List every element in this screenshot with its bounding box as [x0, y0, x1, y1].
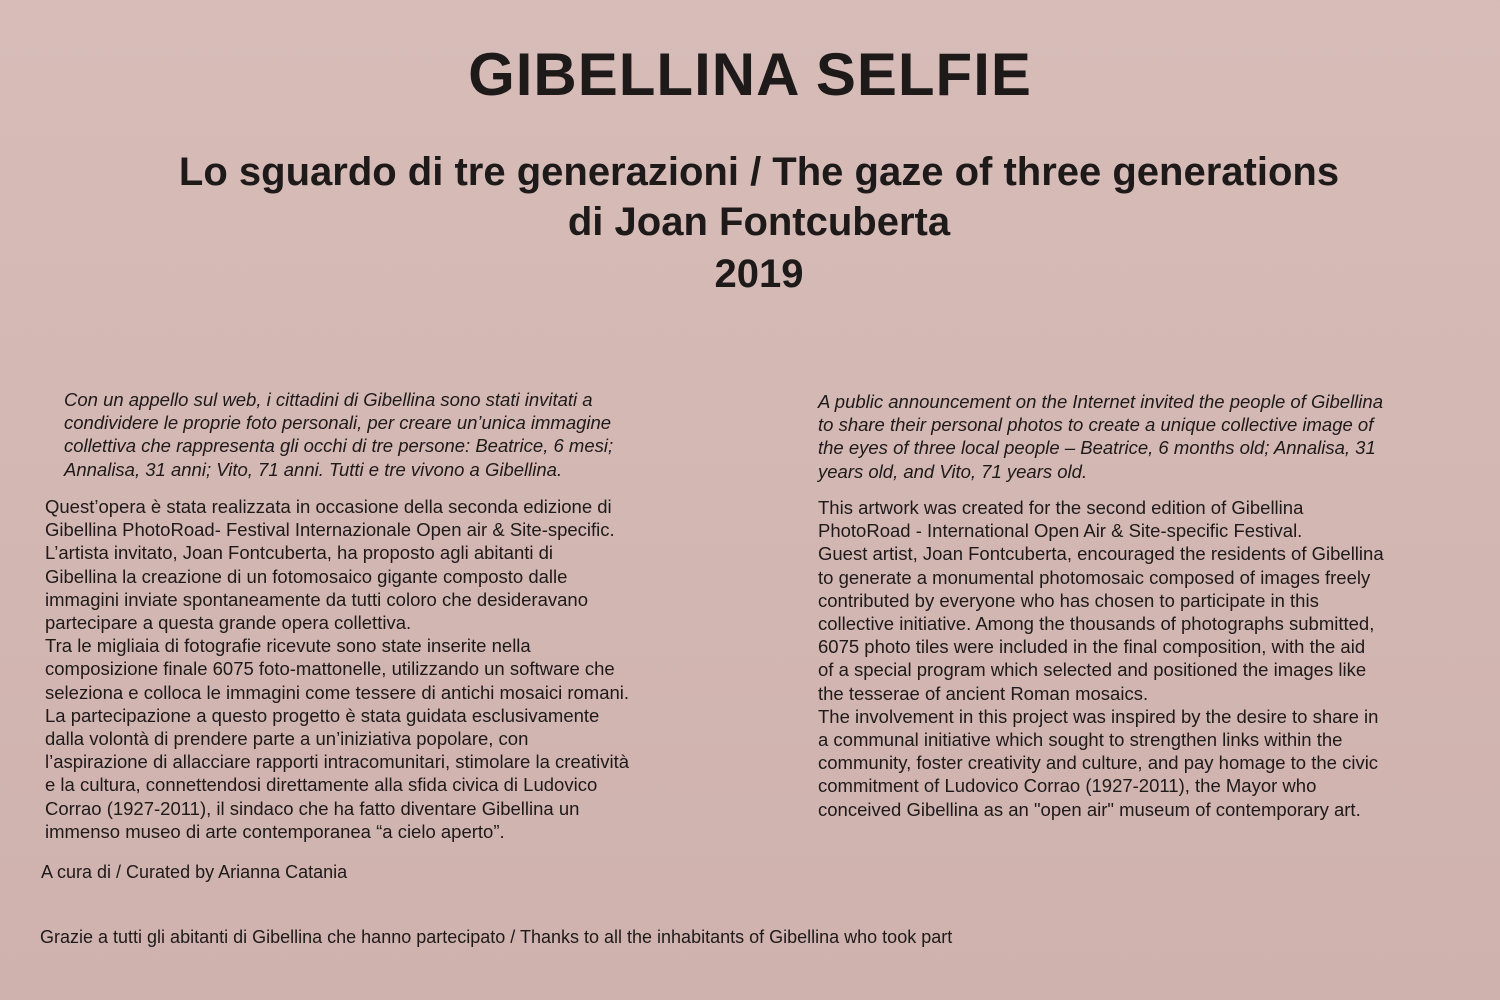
text-line: Gibellina la creazione di un fotomosaico gigante composto dalle [45, 565, 568, 587]
subtitle-line-2: di Joan Fontcuberta [567, 200, 951, 244]
text-line: 6075 photo tiles were included in the final composition, with the aid [818, 636, 1366, 658]
english-body [818, 496, 1384, 821]
page-title: GIBELLINA SELFIE [468, 41, 1032, 108]
text-line: a communal initiative which sought to strengthen links within the [818, 729, 1343, 751]
text-line: PhotoRoad - International Open Air & Site-specific Festival. [818, 520, 1303, 542]
text-line: collective initiative. Among the thousands of photographs submitted, [818, 613, 1375, 635]
text-line: Annalisa, 31 anni; Vito, 71 anni. Tutti e tre vivono a Gibellina. [64, 458, 563, 480]
text-line: l’aspirazione di allacciare rapporti intracomunitari, stimolare la creatività [45, 751, 630, 773]
text-line: collettiva che rappresenta gli occhi di tre persone: Beatrice, 6 mesi; [64, 435, 614, 457]
text-line: A public announcement on the Internet invited the people of Gibellina [818, 391, 1383, 412]
text-line: Guest artist, Joan Fontcuberta, encouraged the residents of Gibellina [818, 543, 1384, 565]
text-line: The involvement in this project was inspired by the desire to share in [818, 705, 1379, 727]
curator-credit: A cura di / Curated by Arianna Catania [41, 862, 348, 882]
year: 2019 [714, 252, 804, 296]
text-line: La partecipazione a questo progetto è stata guidata esclusivamente [45, 704, 600, 726]
text-line: the eyes of three local people – Beatrice, 6 months old; Annalisa, 31 [818, 437, 1376, 459]
text-line: Gibellina PhotoRoad- Festival Internazionale Open air & Site-specific. [45, 519, 615, 541]
text-line: composizione finale 6075 foto-mattonelle, utilizzando un software che [45, 658, 615, 680]
text-line: to share their personal photos to create a unique collective image of [818, 414, 1374, 436]
text-line: This artwork was created for the second edition of Gibellina [818, 497, 1304, 518]
text-line: condividere le proprie foto personali, per creare un’unica immagine [64, 412, 612, 434]
italian-body [45, 495, 629, 843]
text-line: Tra le migliaia di fotografie ricevute sono state inserite nella [45, 635, 531, 657]
text-line: e la cultura, connettendosi direttamente alla sfida civica di Ludovico [45, 774, 598, 796]
text-line: partecipare a questa grande opera collettiva. [45, 612, 412, 634]
text-line: the tesserae of ancient Roman mosaics. [818, 682, 1149, 704]
text-line: immenso museo di arte contemporanea “a cielo aperto”. [45, 820, 505, 842]
english-intro [818, 390, 1383, 483]
text-line: conceived Gibellina as an "open air" museum of contemporary art. [818, 798, 1361, 820]
text-line: Quest’opera è stata realizzata in occasione della seconda edizione di [45, 496, 612, 517]
italian-intro [64, 388, 613, 481]
text-line: of a special program which selected and positioned the images like [818, 659, 1367, 681]
text-line: commitment of Ludovico Corrao (1927-2011), the Mayor who [818, 775, 1317, 797]
text-line: seleziona e colloca le immagini come tessere di antichi mosaici romani. [45, 681, 630, 703]
text-line: dalla volontà di prendere parte a un’iniziativa popolare, con [45, 728, 529, 750]
text-line: immagini inviate spontaneamente da tutti coloro che desideravano [45, 588, 588, 610]
text-line: L’artista invitato, Joan Fontcuberta, ha proposto agli abitanti di [45, 542, 554, 564]
text-line: community, foster creativity and culture, and pay homage to the civic [818, 752, 1379, 774]
text-line: Corrao (1927-2011), il sindaco che ha fatto diventare Gibellina un [45, 797, 580, 819]
text-line: contributed by everyone who has chosen to participate in this [818, 589, 1319, 611]
text-line: years old, and Vito, 71 years old. [818, 460, 1088, 482]
text-line: Con un appello sul web, i cittadini di Gibellina sono stati invitati a [64, 389, 593, 410]
text-line: to generate a monumental photomosaic composed of images freely [818, 566, 1371, 588]
subtitle-line-1: Lo sguardo di tre generazioni / The gaze of three generations [178, 150, 1340, 194]
thanks-note: Grazie a tutti gli abitanti di Gibellina che hanno partecipato / Thanks to all the inhabitants of Gibellina who took part [40, 927, 953, 947]
